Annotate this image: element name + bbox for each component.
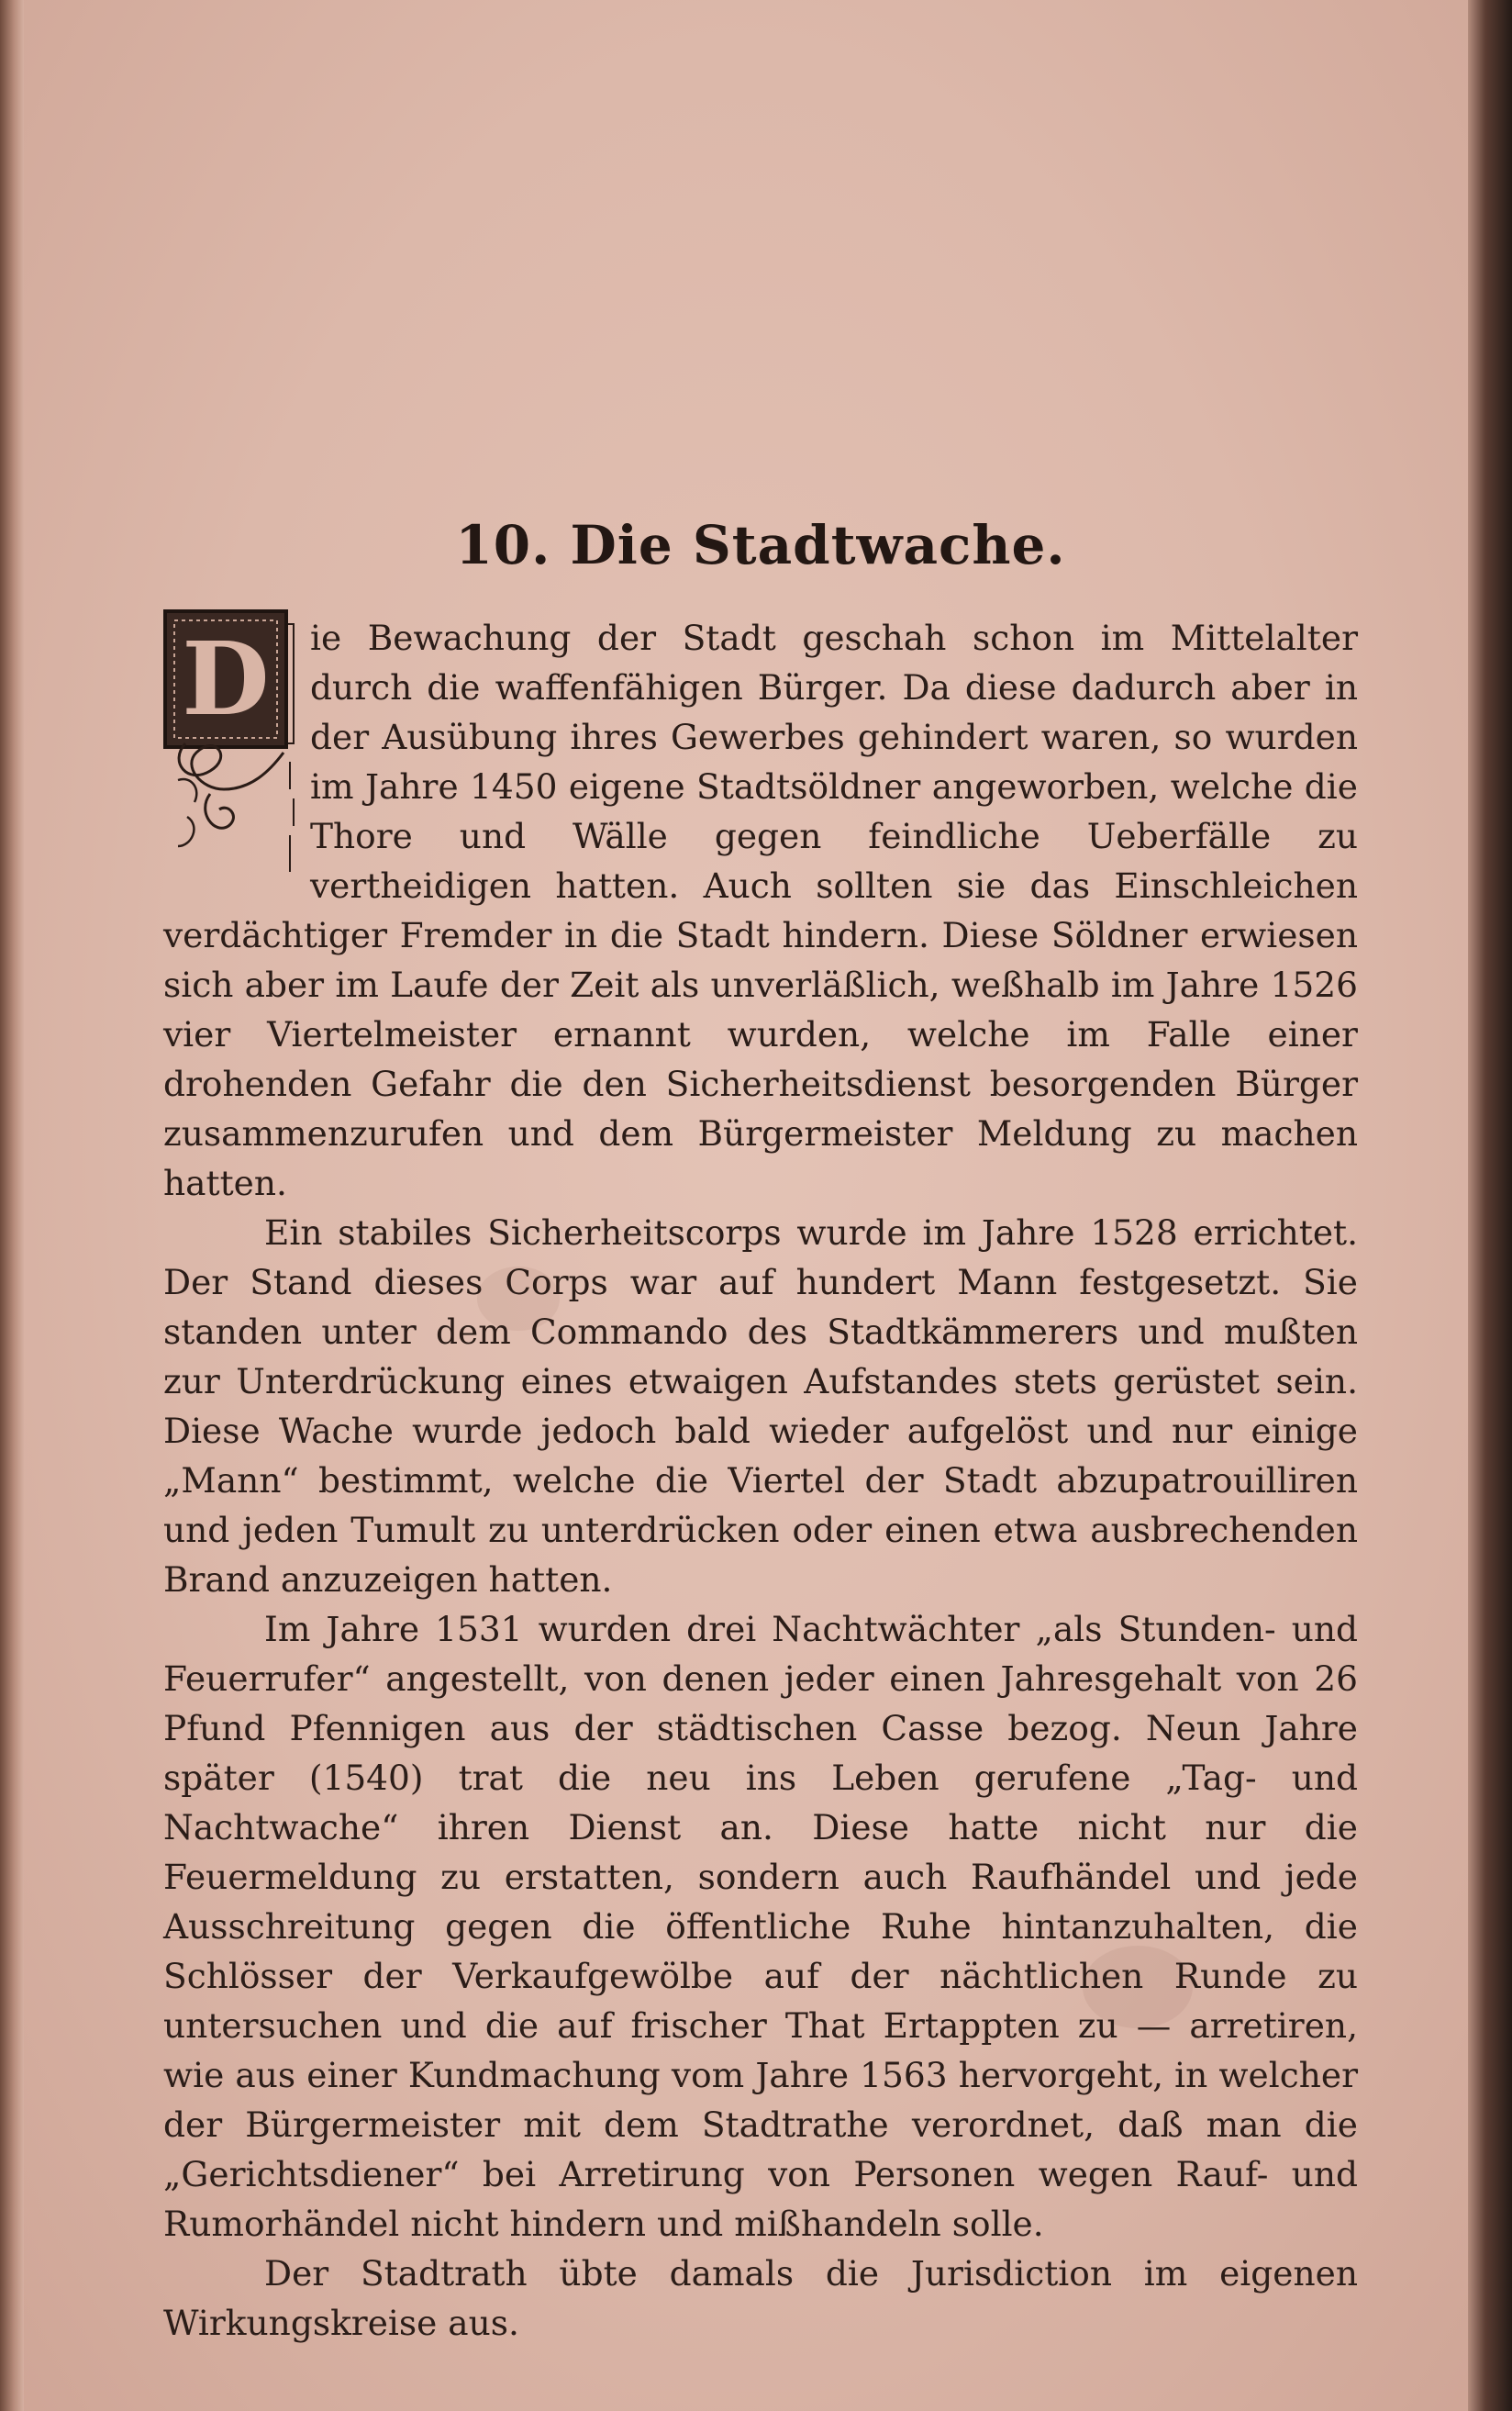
drop-cap-ornament [160,606,297,881]
chapter-title: 10. Die Stadtwache. [455,514,1066,576]
text-block [163,514,1358,2348]
drop-cap-d-icon [160,606,297,881]
paragraph: Der Stadtrath übte damals die Jurisdiction im eigenen Wirkungskreise aus. [163,2253,1358,2343]
paragraph: Im Jahre 1531 wurden drei Nachtwächter „als Stunden- und Feuerrufer“ angestellt, von denen jeder einen Jahresgehalt von 26 Pfund Pfennigen aus der städtischen Casse bezog. Neun Jahre später (1540) trat die neu ins Leben gerufene „Tag- und Nachtwache“ ihren Dienst an. Diese hatte nicht nur die Feuermeldung zu erstatten, sondern auch Raufhändel und jede Ausschreitung gegen die öffentliche Ruhe hintanzuhalten, die Schlösser der Verkaufgewölbe auf der nächtlichen Runde zu untersuchen und die auf frischer That Ertappten zu — arretiren, wie aus einer Kundmachung vom Jahre 1563 hervorgeht, in welcher der Bürgermeister mit dem Stadtrathe verordnet, daß man die „Gerichtsdiener“ bei Arretirung von Personen wegen Rauf- und Rumorhändel nicht hindern und mißhandeln solle. [163,1609,1358,2244]
paragraph: Ein stabiles Sicherheitscorps wurde im Jahre 1528 errichtet. Der Stand dieses Corps war auf hundert Mann festgesetzt. Sie standen unter dem Commando des Stadtkämmerers und mußten zur Unterdrückung eines etwaigen Aufstandes stets gerüstet sein. Diese Wache wurde jedoch bald wieder aufgelöst und nur einige „Mann“ bestimmt, welche die Viertel der Stadt abzupatrouilliren und jeden Tumult zu unterdrücken oder einen etwa ausbrechenden Brand anzuzeigen hatten. [163,1212,1358,1600]
drop-cap-letter: D [182,619,270,738]
paragraph: ie Bewachung der Stadt geschah schon im Mittelalter durch die waffenfähigen Bürger. Da diese dadurch aber in der Ausübung ihres Gewerbes gehindert waren, so wurden im Jahre 1450 eigene Stadtsöldner angeworben, welche die Thore und Wälle gegen feindliche Ueberfälle zu vertheidigen hatten. Auch sollten sie das Einschleichen verdächtiger Fremder in die Stadt hindern. Diese Söldner erwiesen sich aber im Laufe der Zeit als unverläßlich, weßhalb im Jahre 1526 vier Viertelmeister ernannt wurden, welche im Falle einer drohenden Gefahr die den Sicherheitsdienst besorgenden Bürger zusammenzurufen und dem Bürgermeister Meldung zu machen hatten. [163,618,1358,1203]
book-edge [1468,0,1512,2411]
book-spine [0,0,24,2411]
